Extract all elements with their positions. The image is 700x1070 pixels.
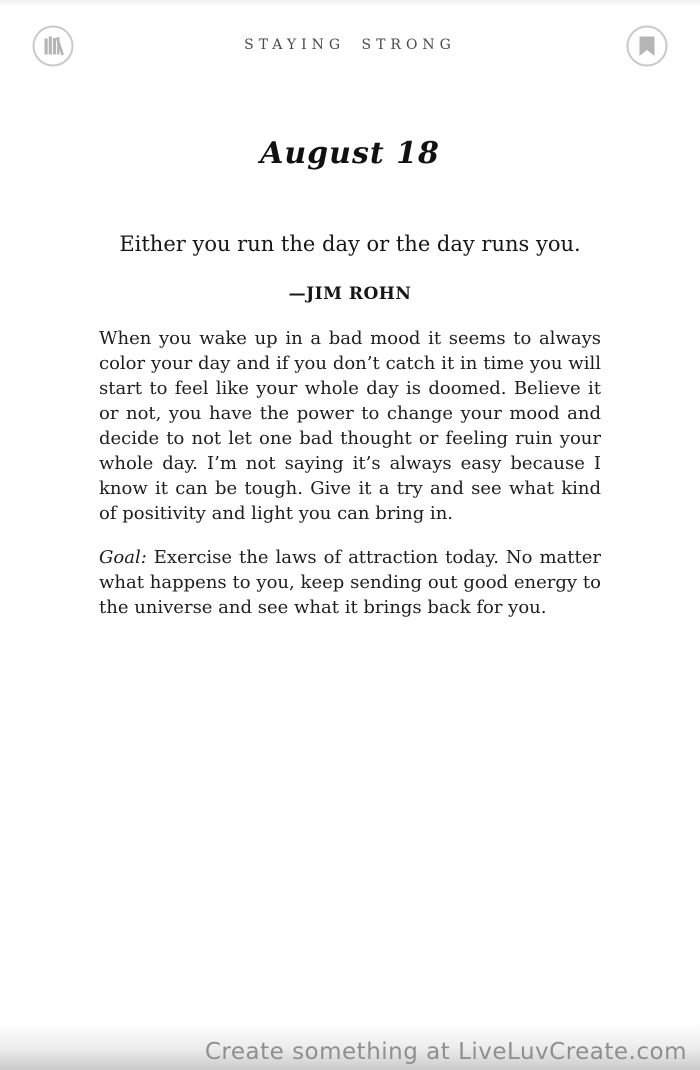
date-title: August 18 xyxy=(260,136,440,171)
quote-text: Either you run the day or the day runs you. xyxy=(119,232,581,256)
goal-paragraph xyxy=(99,545,601,620)
quote-attribution: —JIM ROHN xyxy=(288,284,412,304)
watermark-link[interactable]: Create something at LiveLuvCreate.com xyxy=(204,1039,687,1065)
page-content xyxy=(99,0,601,620)
watermark-bar xyxy=(0,1022,700,1070)
goal-text: Exercise the laws of attraction today. No matter what happens to you, keep sending out good energy to the universe and see what it brings back for you. xyxy=(99,547,601,618)
body-paragraph: When you wake up in a bad mood it seems to always color your day and if you don’t catch it in time you will start to feel like your whole day is doomed. Believe it or not, you have the power to change your mood and decide to not let one bad thought or feeling ruin your whole day. I’m not saying it’s always easy because I know it can be tough. Give it a try and see what kind of positivity and light you can bring in. xyxy=(99,328,601,524)
bookmark-icon xyxy=(626,25,668,67)
bookmark-button[interactable] xyxy=(626,25,668,67)
book-title: STAYING STRONG xyxy=(244,37,456,53)
goal-label: Goal: xyxy=(99,547,147,568)
